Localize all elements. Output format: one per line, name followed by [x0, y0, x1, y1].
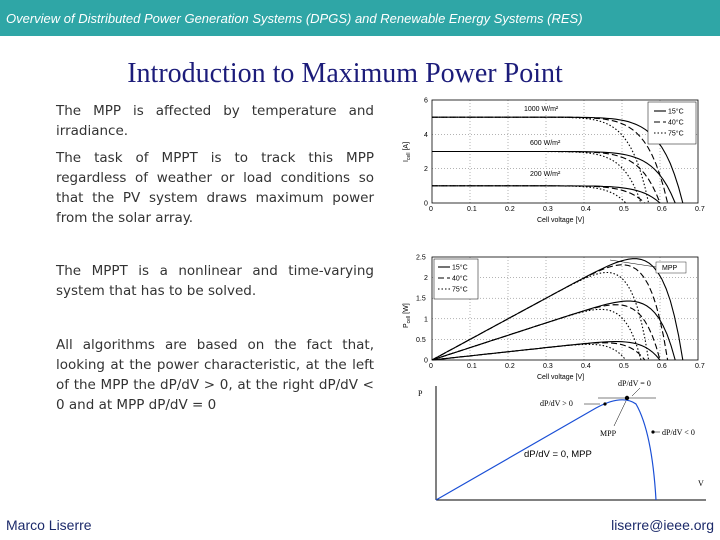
legend-label: 15°C: [452, 264, 468, 272]
pv-x-tick: 0.1: [467, 363, 477, 370]
concept-ylabel: P: [418, 389, 423, 398]
iv-curve: [432, 186, 626, 203]
iv-x-tick: 0.7: [695, 206, 705, 213]
paragraph-2: The task of MPPT is to track this MPP regardless of weather or load conditions so that the PV system draws maximum power from the solar array.: [56, 150, 374, 226]
irradiance-label: 200 W/m²: [530, 171, 561, 178]
mpp-text: MPP: [600, 429, 617, 438]
irradiance-label: 600 W/m²: [530, 140, 561, 147]
pv-curve: [432, 344, 626, 360]
slope-positive-label: dP/dV > 0: [540, 399, 573, 408]
pv-curve: [432, 301, 675, 360]
footer-author: Marco Liserre: [6, 517, 92, 533]
iv-x-tick: 0: [429, 206, 433, 213]
pv-y-tick: 2: [424, 275, 428, 283]
iv-curve: [432, 117, 649, 203]
footer-email: liserre@ieee.org: [611, 517, 714, 533]
iv-y-tick: 4: [424, 131, 428, 139]
concept-xlabel: V: [698, 479, 704, 488]
left-marker: [603, 402, 606, 405]
iv-curve: [432, 186, 660, 203]
iv-x-tick: 0.1: [467, 206, 477, 213]
legend-label: 40°C: [452, 275, 468, 283]
pv-xlabel: Cell voltage [V]: [537, 374, 585, 381]
legend-label: 75°C: [668, 130, 684, 138]
pv-x-tick: 0.6: [657, 363, 667, 370]
iv-chart: [400, 96, 710, 224]
iv-ylabel: $I_{cell}[A]$: [403, 141, 412, 162]
pv-y-tick: 0.5: [416, 336, 426, 344]
iv-x-tick: 0.6: [657, 206, 667, 213]
iv-curve: [432, 117, 683, 203]
mpp-label: MPP: [662, 265, 678, 272]
iv-curve: [432, 117, 668, 203]
iv-xlabel: Cell voltage [V]: [537, 217, 585, 224]
legend-label: 75°C: [452, 286, 468, 294]
legend-label: 40°C: [668, 119, 684, 127]
paragraph-3: The MPPT is a nonlinear and time-varying system that has to be solved.: [56, 263, 374, 299]
pv-y-tick: 1: [424, 316, 428, 324]
pv-curve: [432, 343, 645, 360]
pv-x-tick: 0.7: [695, 363, 705, 370]
pv-ylabel: $P_{cell}[W]$: [403, 303, 412, 328]
pv-y-tick: 2.5: [416, 254, 426, 262]
pv-chart: [400, 252, 710, 382]
pv-y-tick: 1.5: [416, 295, 426, 303]
iv-x-tick: 0.3: [543, 206, 553, 213]
paragraph-4: All algorithms are based on the fact that, looking at the power characteristic, at the left of the MPP the dP/dV > 0, at the right dP/dV < 0 and at MPP dP/dV = 0: [56, 337, 374, 413]
iv-y-tick: 2: [424, 166, 428, 174]
irradiance-label: 1000 W/m²: [524, 106, 559, 113]
paragraph-1: The MPP is affected by temperature and irradiance.: [56, 103, 374, 139]
pv-x-tick: 0.5: [619, 363, 629, 370]
iv-x-tick: 0.5: [619, 206, 629, 213]
mpp-pointer: [614, 401, 626, 426]
header-banner: [0, 0, 720, 36]
iv-x-tick: 0.2: [505, 206, 515, 213]
iv-y-tick: 6: [424, 97, 428, 105]
pv-curve: [432, 309, 641, 360]
iv-curve: [432, 186, 645, 203]
slope-zero-label: dP/dV = 0: [618, 379, 651, 388]
top-pointer: [632, 388, 640, 396]
iv-y-tick: 0: [424, 200, 428, 208]
banner-text: Overview of Distributed Power Generation Systems (DPGS) and Renewable Energy Systems (RES): [6, 11, 583, 26]
pv-x-tick: 0.4: [581, 363, 591, 370]
pv-x-tick: 0.2: [505, 363, 515, 370]
legend-label: 15°C: [668, 108, 684, 116]
pv-y-tick: 0: [424, 357, 428, 365]
pv-x-tick: 0: [429, 363, 433, 370]
slide-title: Introduction to Maximum Power Point: [127, 58, 563, 89]
concept-caption: dP/dV = 0, MPP: [524, 449, 592, 460]
pv-x-tick: 0.3: [543, 363, 553, 370]
concept-chart: [400, 374, 710, 512]
iv-x-tick: 0.4: [581, 206, 591, 213]
slope-negative-label: dP/dV < 0: [662, 428, 695, 437]
